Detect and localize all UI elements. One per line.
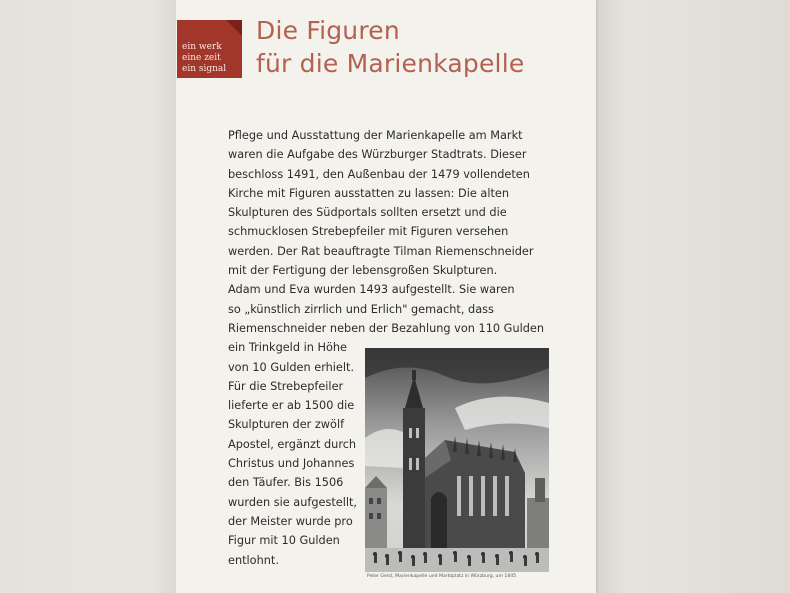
text-line: von 10 Gulden erhielt. bbox=[228, 360, 355, 374]
text-line: Apostel, ergänzt durch bbox=[228, 437, 357, 451]
church-engraving bbox=[365, 348, 549, 572]
text-line: Für die Strebepfeiler bbox=[228, 379, 344, 393]
logo-text bbox=[182, 42, 226, 75]
text-line: werden. Der Rat beauftragte Tilman Riemenschneider bbox=[228, 244, 534, 258]
wall-shadow bbox=[596, 0, 626, 593]
text-line: Kirche mit Figuren ausstatten zu lassen: Die alten bbox=[228, 186, 510, 200]
text-line: Figur mit 10 Gulden bbox=[228, 534, 340, 548]
logo-corner bbox=[226, 20, 242, 36]
title-line: für die Marienkapelle bbox=[256, 49, 525, 78]
page-title bbox=[256, 14, 524, 80]
text-line: der Meister wurde pro bbox=[228, 514, 353, 528]
image-caption: Peter Geist, Marienkapelle und Marktplatz in Würzburg, um 1845 bbox=[367, 574, 517, 579]
logo-line: ein werk bbox=[182, 42, 222, 52]
text-line: schmucklosen Strebepfeiler mit Figuren versehen bbox=[228, 225, 509, 239]
logo-line: ein signal bbox=[182, 64, 227, 74]
text-line: Skulpturen der zwölf bbox=[228, 418, 345, 432]
church-illustration bbox=[365, 348, 549, 572]
text-line: Skulpturen des Südportals sollten ersetzt und die bbox=[228, 206, 507, 220]
logo-line: eine zeit bbox=[182, 53, 221, 63]
text-line: den Täufer. Bis 1506 bbox=[228, 476, 344, 490]
text-line: ein Trinkgeld in Höhe bbox=[228, 341, 347, 355]
wall-shadow bbox=[150, 0, 176, 593]
text-line: mit der Fertigung der lebensgroßen Skulpturen. bbox=[228, 264, 498, 278]
text-line: Riemenschneider neben der Bezahlung von 110 Gulden bbox=[228, 321, 545, 335]
text-line: Adam und Eva wurden 1493 aufgestellt. Sie waren bbox=[228, 283, 515, 297]
text-line: so „künstlich zirrlich und Erlich" gemacht, dass bbox=[228, 302, 494, 316]
text-line: Pflege und Ausstattung der Marienkapelle am Markt bbox=[228, 129, 523, 142]
text-line: waren die Aufgabe des Würzburger Stadtrats. Dieser bbox=[228, 148, 527, 162]
info-panel bbox=[176, 0, 596, 593]
text-line: entlohnt. bbox=[228, 553, 279, 567]
text-line: Christus und Johannes bbox=[228, 457, 355, 471]
logo-block bbox=[177, 20, 242, 78]
text-line: wurden sie aufgestellt, bbox=[228, 495, 358, 509]
title-line: Die Figuren bbox=[256, 16, 400, 45]
text-line: lieferte er ab 1500 die bbox=[228, 399, 355, 413]
text-line: beschloss 1491, den Außenbau der 1479 vollendeten bbox=[228, 167, 530, 181]
